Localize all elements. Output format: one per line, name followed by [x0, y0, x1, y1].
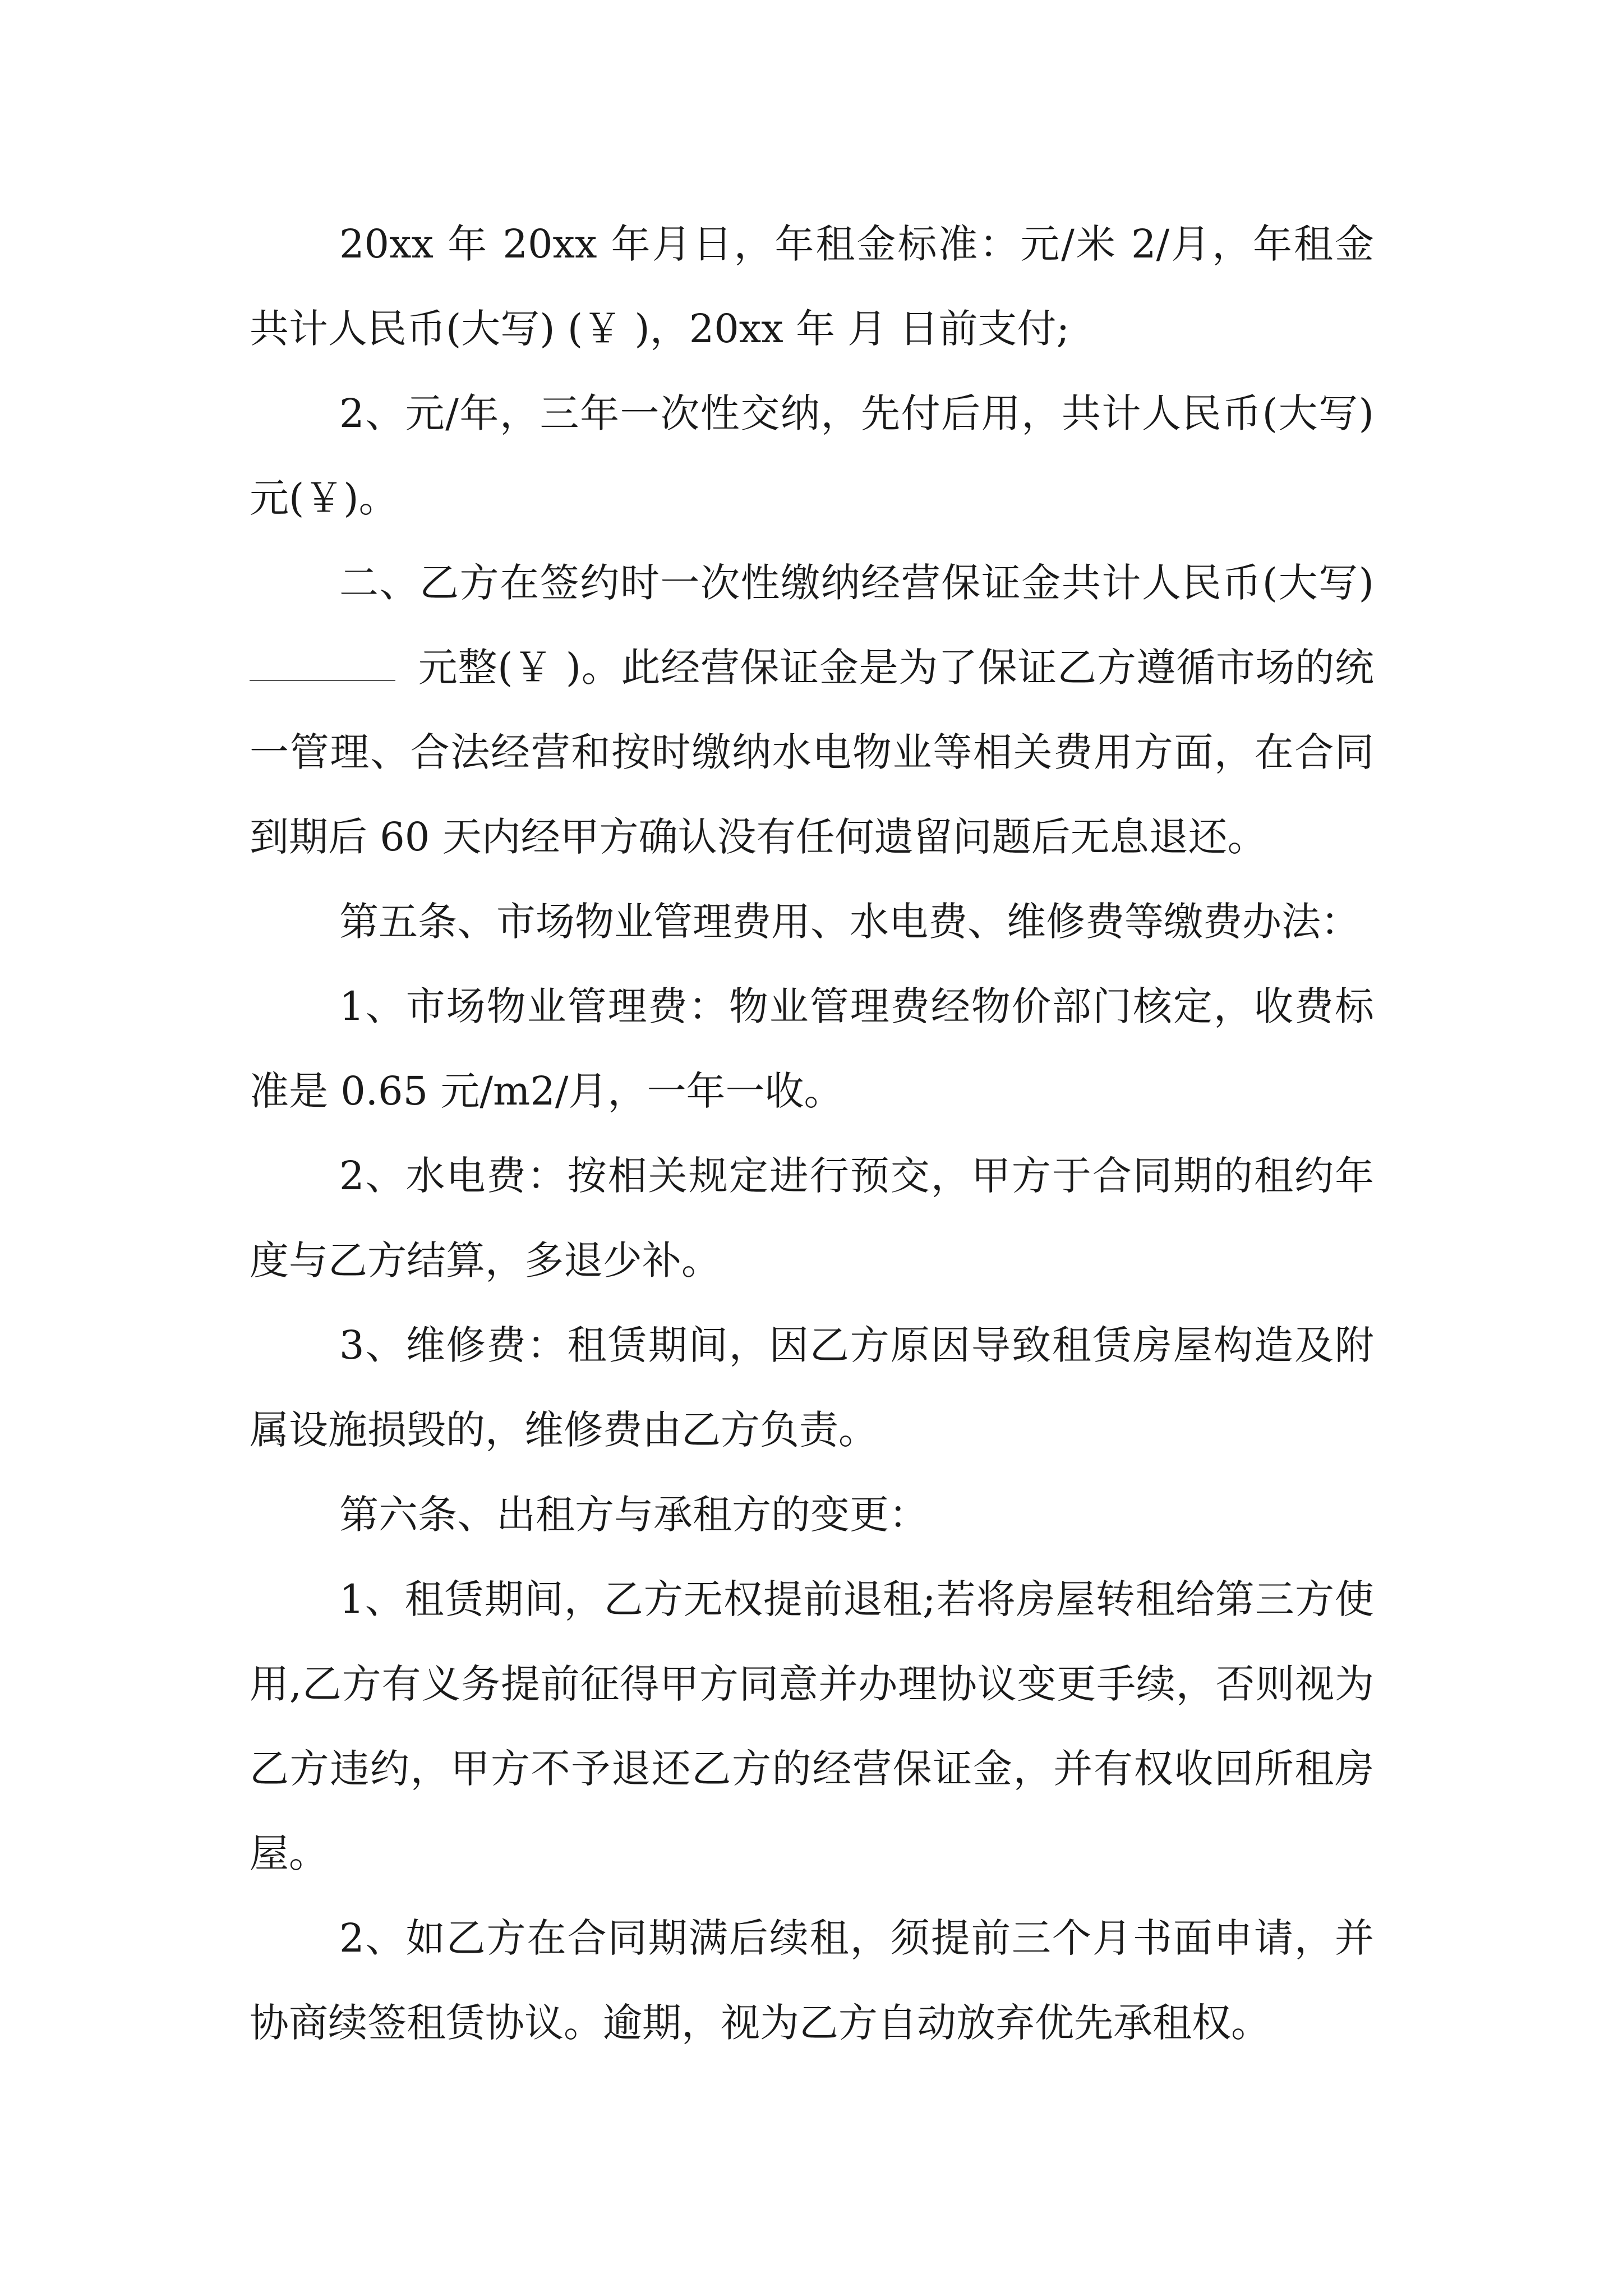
paragraph-renewal: 2、如乙方在合同期满后续租，须提前三个月书面申请，并协商续签租赁协议。逾期，视为乙方自动放弃优先承租权。 — [250, 1915, 1374, 2046]
deposit-text-start: 二、乙方在签约时一次性缴纳经营保证金共计人民币(大写) — [339, 560, 1374, 606]
deposit-text-end: 元整(￥ )。此经营保证金是为了保证乙方遵循市场的统一管理、合法经营和按时缴纳水电物业等相关费用方面，在合同到期后 60 天内经甲方确认没有任何遗留问题后无息退还。 — [250, 645, 1374, 860]
paragraph-rent-standard: 20xx 年 20xx 年月日，年租金标准：元/米 2/月，年租金共计人民币(大写) (￥ )，20xx 年 月 日前支付; — [250, 221, 1374, 352]
amount-blank-line — [250, 646, 395, 681]
article-5-heading: 第五条、市场物业管理费用、水电费、维修费等缴费办法： — [339, 899, 1360, 945]
document-body — [250, 202, 1374, 2065]
article-6-heading: 第六条、出租方与承租方的变更： — [339, 1492, 928, 1538]
paragraph-annual-payment: 2、元/年，三年一次性交纳，先付后用，共计人民币(大写) 元(￥)。 — [250, 390, 1374, 521]
paragraph-sublease: 1、租赁期间，乙方无权提前退租;若将房屋转租给第三方使用,乙方有义务提前征得甲方同意并办理协议变更手续，否则视为乙方违约，甲方不予退还乙方的经营保证金，并有权收回所租房屋。 — [250, 1576, 1374, 1876]
paragraph-maintenance: 3、维修费：租赁期间，因乙方原因导致租赁房屋构造及附属设施损毁的，维修费由乙方负责。 — [250, 1322, 1374, 1453]
paragraph-property-fee: 1、市场物业管理费：物业管理费经物价部门核定，收费标准是 0.65 元/m2/月，一年一收。 — [250, 983, 1374, 1114]
paragraph-utilities: 2、水电费：按相关规定进行预交，甲方于合同期的租约年度与乙方结算，多退少补。 — [250, 1153, 1374, 1283]
paragraph-deposit — [250, 541, 1374, 880]
